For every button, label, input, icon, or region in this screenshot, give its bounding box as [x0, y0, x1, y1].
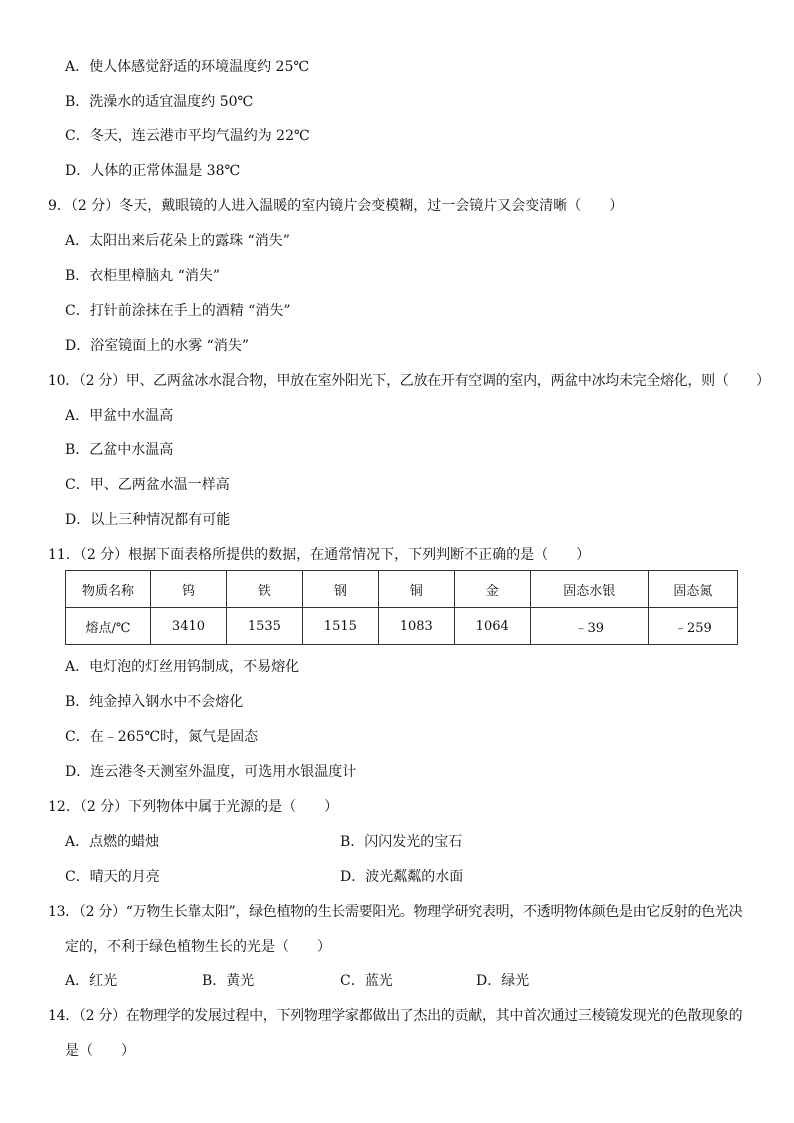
q13-option-b: B．黄光 [202, 973, 255, 989]
q10-option-b: B．乙盆中水温高 [65, 442, 174, 458]
q11-option-a: A．电灯泡的灯丝用钨制成，不易熔化 [65, 659, 300, 675]
q8-option-c: C．冬天，连云港市平均气温约为 22℃ [65, 128, 310, 144]
q9-option-b: B．衣柜里樟脑丸 “消失” [65, 268, 221, 284]
q14-stem-line1: 14．（2 分）在物理学的发展过程中，下列物理学家都做出了杰出的贡献，其中首次通过三棱镜发现光的色散现象的 [48, 1008, 743, 1024]
q8-option-b: B．洗澡水的适宜温度约 50℃ [65, 94, 254, 110]
q8-option-d: D．人体的正常体温是 38℃ [65, 163, 241, 179]
q12-option-d: D．波光粼粼的水面 [340, 869, 464, 885]
table-cell: 熔点/℃ [66, 608, 151, 645]
table-row [66, 571, 738, 608]
melting-point-table [65, 570, 738, 645]
table-cell: 铁 [226, 571, 302, 608]
q11-option-d: D．连云港冬天测室外温度，可选用水银温度计 [65, 764, 357, 780]
q12-option-a: A．点燃的蜡烛 [65, 834, 160, 850]
q14-stem-line2: 是（ ） [65, 1043, 135, 1059]
q11-stem: 11．（2 分）根据下面表格所提供的数据，在通常情况下，下列判断不正确的是（ ） [48, 547, 591, 563]
table-cell: 钢 [302, 571, 378, 608]
table-row [66, 608, 738, 645]
table-cell: 1064 [454, 608, 530, 645]
q13-option-a: A．红光 [65, 973, 118, 989]
q13-stem-line2: 定的，不利于绿色植物生长的光是（ ） [65, 939, 331, 955]
q9-option-d: D．浴室镜面上的水雾 “消失” [65, 338, 249, 354]
q11-option-b: B．纯金掉入钢水中不会熔化 [65, 694, 244, 710]
table-cell: 物质名称 [66, 571, 151, 608]
q12-stem: 12．（2 分）下列物体中属于光源的是（ ） [48, 799, 339, 815]
table-cell: 1535 [226, 608, 302, 645]
q8-option-a: A．使人体感觉舒适的环境温度约 25℃ [65, 59, 310, 75]
q9-stem: 9．（2 分）冬天，戴眼镜的人进入温暖的室内镜片会变模糊，过一会镜片又会变清晰（ ） [48, 198, 624, 214]
table-cell: 固态氮 [648, 571, 737, 608]
q10-stem: 10．（2 分）甲、乙两盆冰水混合物，甲放在室外阳光下，乙放在开有空调的室内，两盆中冰均未完全熔化，则（ ） [48, 373, 770, 389]
q13-option-c: C．蓝光 [340, 973, 393, 989]
q13-stem-line1: 13．（2 分）“万物生长靠太阳”，绿色植物的生长需要阳光。物理学研究表明，不透明物体颜色是由它反射的色光决 [48, 904, 743, 920]
table-cell: ﹣259 [648, 608, 737, 645]
table-cell: 3410 [151, 608, 227, 645]
table-cell: 固态水银 [530, 571, 648, 608]
table-cell: 1515 [302, 608, 378, 645]
q12-option-b: B．闪闪发光的宝石 [340, 834, 463, 850]
table-cell: 铜 [378, 571, 454, 608]
table-cell: 钨 [151, 571, 227, 608]
q11-option-c: C．在﹣265℃时，氮气是固态 [65, 729, 259, 745]
q9-option-c: C．打针前涂抹在手上的酒精 “消失” [65, 303, 291, 319]
table-cell: 1083 [378, 608, 454, 645]
q10-option-a: A．甲盆中水温高 [65, 408, 174, 424]
table-cell: 金 [454, 571, 530, 608]
q13-option-d: D．绿光 [476, 973, 530, 989]
q12-option-c: C．晴天的月亮 [65, 869, 160, 885]
q9-option-a: A．太阳出来后花朵上的露珠 “消失” [65, 233, 290, 249]
table-cell: ﹣39 [530, 608, 648, 645]
q10-option-c: C．甲、乙两盆水温一样高 [65, 477, 230, 493]
q10-option-d: D．以上三种情况都有可能 [65, 512, 231, 528]
